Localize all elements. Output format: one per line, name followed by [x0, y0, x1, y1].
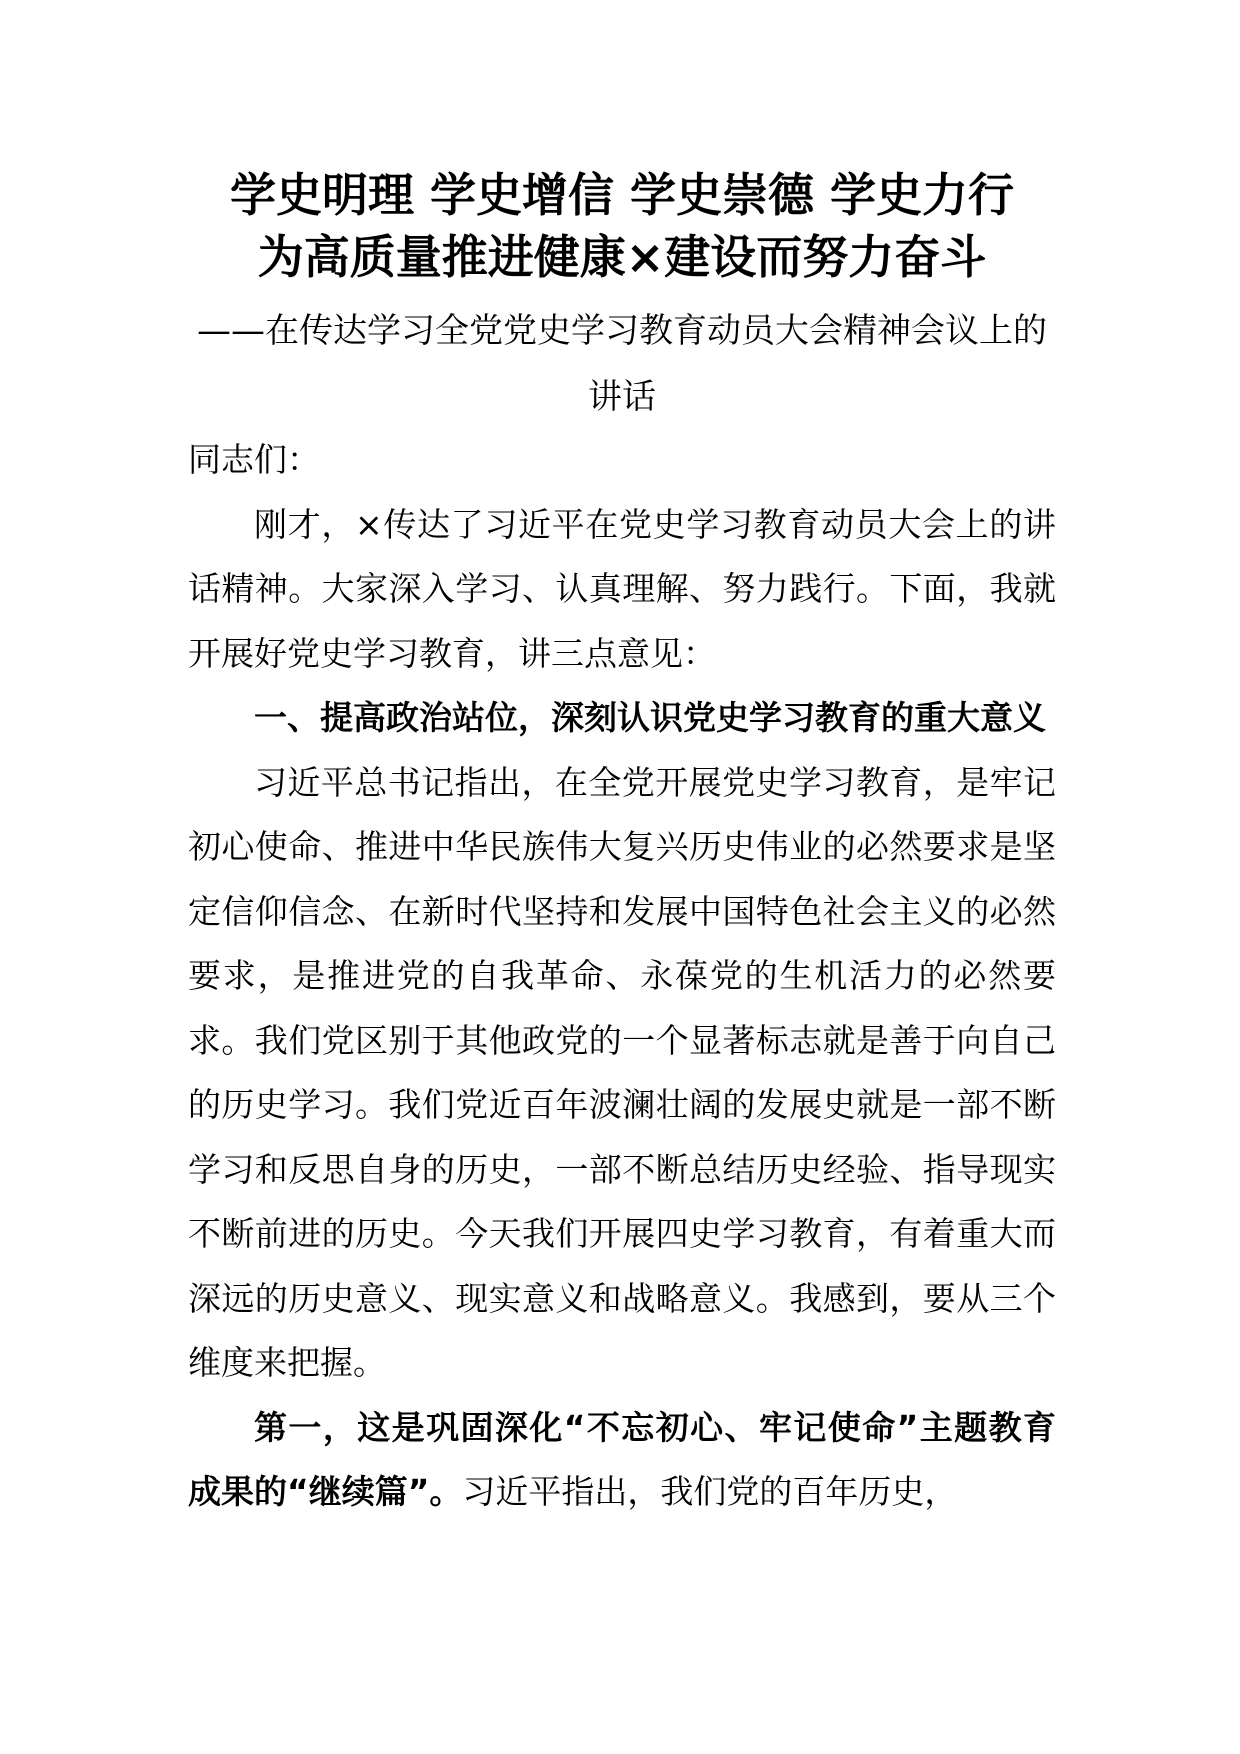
document-body	[188, 428, 1056, 1525]
document-subtitle: ——在传达学习全党党史学习教育动员大会精神会议上的讲话	[197, 311, 1047, 417]
salutation: 同志们：	[188, 440, 320, 479]
paragraph-intro: 刚才，×传达了习近平在党史学习教育动员大会上的讲话精神。大家深入学习、认真理解、努力践行。下面，我就开展好党史学习教育，讲三点意见：	[188, 504, 1056, 673]
document-title-line-1: 学史明理 学史增信 学史崇德 学史力行	[229, 168, 1015, 222]
first-point-lead: 第一，这是巩固深化“不忘初心、牢记使命”主题教育成果的“继续篇”。	[188, 1407, 1056, 1511]
first-point-text: 习近平指出，我们党的百年历史，	[462, 1472, 958, 1511]
paragraph-first-point	[188, 1396, 1056, 1525]
section-heading-1: 一、提高政治站位，深刻认识党史学习教育的重大意义	[254, 698, 1046, 737]
paragraph-significance: 习近平总书记指出，在全党开展党史学习教育，是牢记初心使命、推进中华民族伟大复兴历史伟业的必然要求是坚定信仰信念、在新时代坚持和发展中国特色社会主义的必然要求，是推进党的自我革命、永葆党的生机活力的必然要求。我们党区别于其他政党的一个显著标志就是善于向自己的历史学习。我们党近百年波澜壮阔的发展史就是一部不断学习和反思自身的历史，一部不断总结历史经验、指导现实不断前进的历史。今天我们开展四史学习教育，有着重大而深远的历史意义、现实意义和战略意义。我感到，要从三个维度来把握。	[188, 762, 1056, 1382]
document-title-line-2: 为高质量推进健康×建设而努力奋斗	[257, 230, 987, 284]
